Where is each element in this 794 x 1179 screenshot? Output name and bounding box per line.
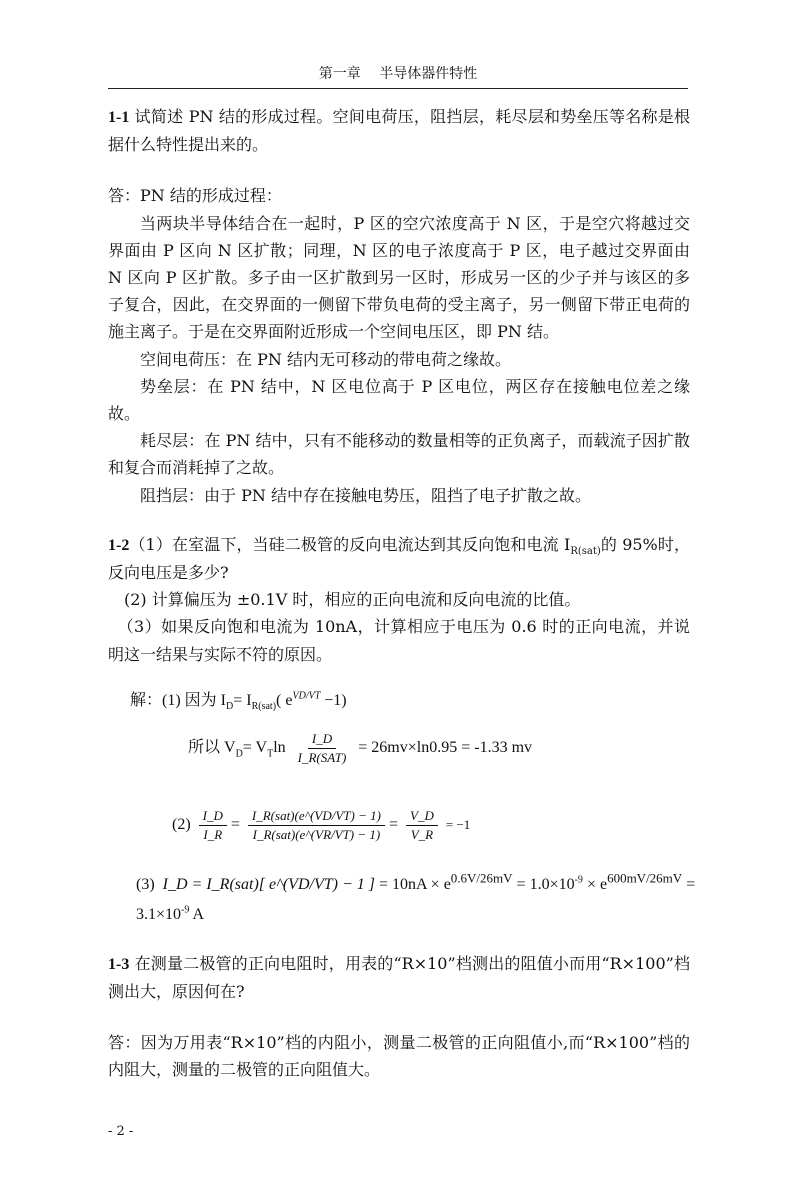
- exponent: 600mV/26mV: [607, 870, 683, 886]
- text: (3): [136, 875, 155, 893]
- exponent: VD/VT: [292, 690, 321, 702]
- question-text: (2) 计算偏压为 ±0.1V 时，相应的正向电流和反向电流的比值。: [124, 590, 581, 610]
- question-1-3: [108, 950, 690, 1005]
- answer-paragraph: 空间电荷压：在 PN 结内无可移动的带电荷之缘故。: [140, 349, 511, 369]
- text: × e: [582, 875, 608, 893]
- text: 解：(1) 因为 I: [130, 691, 226, 709]
- solution-1-result: 所以 $V_D= V_T\ln$ $\frac{I\_D}{\text{I\_R(SAT)}}$ = 26mv×ln0.95 = -1.33 mv: [188, 730, 533, 765]
- question-number: 1-3: [108, 955, 130, 973]
- page-number: - 2 -: [108, 1123, 134, 1139]
- answer-paragraph: 答：因为万用表“R×10”档的内阻小，测量二极管的正向阻值小,而“R×100”档的内阻大，测量的二极管的正向阻值大。: [108, 1033, 690, 1080]
- solution-3: [136, 870, 696, 930]
- question-text: 试简述 PN 结的形成过程。空间电荷压，阻挡层，耗尽层和势垒压等名称是根据什么特性提出来的。: [108, 107, 690, 155]
- question-1-2: [108, 531, 690, 668]
- exponent: 0.6V/26mV: [450, 870, 513, 886]
- numerator: I_R(sat)(e^(VD/VT) − 1): [248, 807, 385, 826]
- text: −1): [320, 691, 347, 709]
- question-text: （3）如果反向饱和电流为 10nA，计算相应于电压为 0.6 时的正向电流，并说明这一结果与实际不符的原因。: [108, 617, 690, 664]
- fraction: [406, 807, 438, 844]
- text: = 26mv×ln0.95 = -1.33 mv: [358, 739, 533, 757]
- answer-1-1: [108, 182, 690, 508]
- denominator: I_R(SAT): [297, 749, 347, 765]
- text: I_D = I_R(sat)[ e^(VD/VT) − 1 ]: [162, 875, 375, 893]
- numerator: V_D: [406, 807, 438, 826]
- solution-1: 解：(1) 因为 $I_D= I_{R(sat)}$( $e^{VD/VT} -1$): [130, 690, 347, 713]
- text: = 1.0×10: [516, 875, 575, 893]
- answer-paragraph: 阻挡层：由于 PN 结中存在接触电势压，阻挡了电子扩散之故。: [140, 485, 591, 505]
- answer-paragraph: 势垒层：在 PN 结中，N 区电位高于 P 区电位，两区存在接触电位差之缘故。: [108, 376, 690, 424]
- question-text: 的 95%时，反向电压是多少?: [108, 534, 690, 583]
- fraction: [294, 730, 351, 767]
- text: = V: [242, 739, 268, 757]
- text: = I: [233, 691, 252, 709]
- text: 所以 V: [188, 739, 236, 757]
- question-number: 1-1: [108, 109, 130, 126]
- question-text: 在测量二极管的正向电阻时，用表的“R×10”档测出的阻值小而用“R×100”档测出大，原因何在?: [108, 953, 690, 1002]
- answer-1-3: [108, 1029, 690, 1083]
- page-header: 第一章 半导体器件特性: [318, 66, 478, 82]
- solution-2: (2) $\frac{I\_D}{I\_R}$ = $\frac{\text{I\_R(sat)(e\textasciicircum{}(VD/VT) − 1)}}{\text{I\_R(sat)(e\textasciicircum{}(VR/VT) − 1)}}$ = $\frac{V\_D}{V\_R}$ = −1: [172, 807, 471, 842]
- text: (2): [172, 816, 191, 834]
- question-1-1: [108, 103, 690, 158]
- denominator: I_R: [203, 826, 223, 842]
- denominator: V_R: [410, 826, 434, 842]
- text: A: [189, 905, 205, 923]
- fraction: [199, 807, 227, 844]
- denominator: I_R(sat)(e^(VR/VT) − 1): [252, 826, 381, 842]
- answer-paragraph: 耗尽层：在 PN 结中，只有不能移动的数量相等的正负离子，而载流子因扩散和复合而消耗掉了之故。: [108, 431, 690, 478]
- subscript: R(sat): [570, 546, 601, 558]
- exponent: -9: [574, 874, 583, 886]
- question-text: （1）在室温下，当硅二极管的反向电流达到其反向饱和电流 I: [129, 534, 571, 554]
- text: = 3.1×10: [136, 875, 696, 923]
- question-number: 1-2: [108, 536, 130, 554]
- answer-lead: 答：PN 结的形成过程：: [108, 186, 282, 206]
- text: ( e: [276, 691, 293, 709]
- answer-paragraph: 当两块半导体结合在一起时，P 区的空穴浓度高于 N 区，于是空穴将越过交界面由 P 区向 N 区扩散；同理，N 区的电子浓度高于 P 区，电子越过交界面由 N 区向 P 区扩散。多子由一区扩散到另一区时，形成另一区的少子并与该区的多子复合，因此，在交界面的一侧留下带负电荷的受主离子，另一侧留下带正电荷的施主离子。于是在交界面附近形成一个空间电压区，即 PN 结。: [108, 213, 690, 342]
- text: ln: [273, 739, 286, 757]
- exponent: -9: [181, 904, 190, 916]
- text: = 10nA × e: [378, 875, 451, 893]
- fraction: [248, 807, 385, 844]
- numerator: I_D: [308, 730, 336, 749]
- header-divider: [108, 88, 688, 89]
- numerator: I_D: [199, 807, 227, 826]
- text: = −1: [445, 817, 471, 833]
